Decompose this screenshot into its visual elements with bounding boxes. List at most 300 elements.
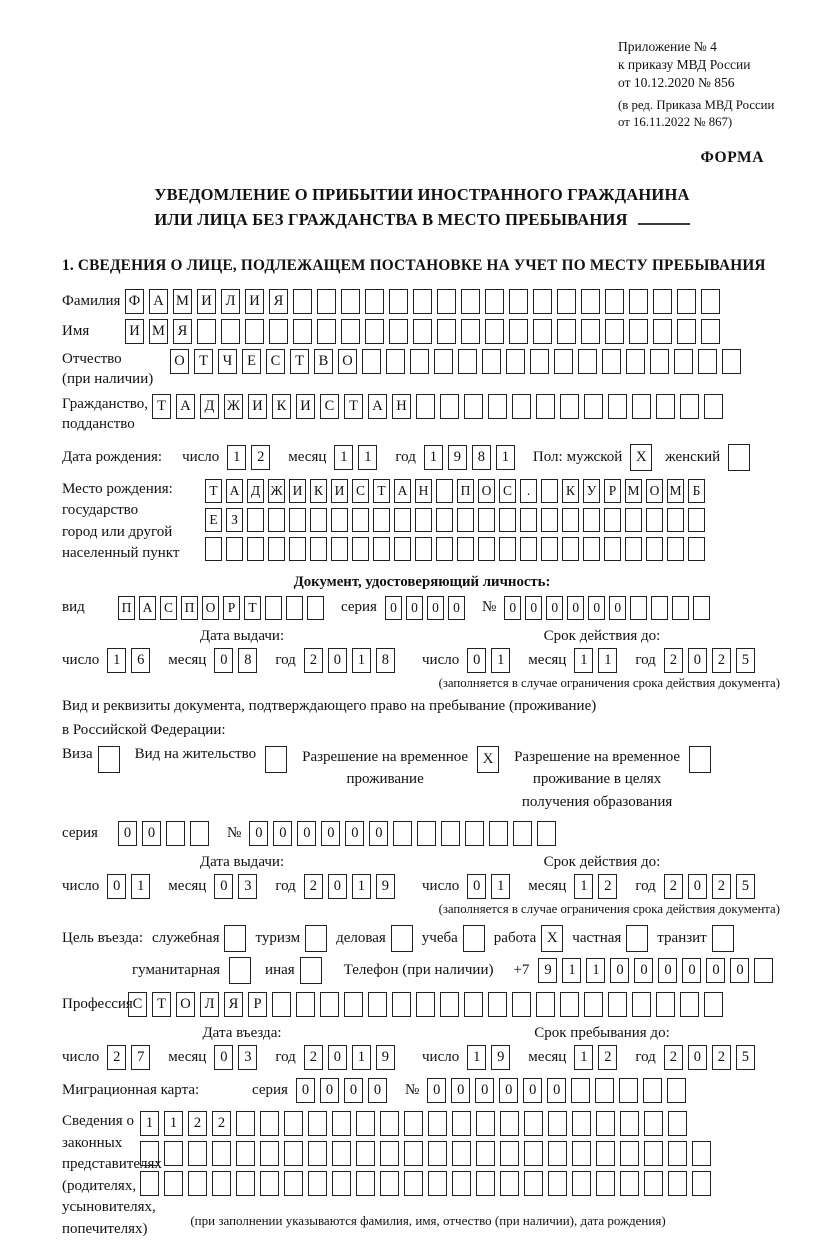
- birthplace-cells-stack: [205, 479, 709, 566]
- char-cell: 9: [538, 958, 557, 983]
- char-cell: 2: [598, 1045, 617, 1070]
- char-cell: [698, 349, 717, 374]
- char-cell: [476, 1141, 495, 1166]
- char-cell: 0: [249, 821, 268, 846]
- char-cell: [389, 319, 408, 344]
- char-cell: 0: [321, 821, 340, 846]
- char-cell: [500, 1171, 519, 1196]
- char-cell: Б: [688, 479, 705, 503]
- residence-dates-row: [62, 854, 782, 899]
- char-cell: М: [625, 479, 642, 503]
- char-cell: Р: [248, 992, 267, 1017]
- representatives-block: [62, 1111, 782, 1240]
- char-cell: [513, 821, 532, 846]
- representatives-cells-row-1: [140, 1111, 692, 1136]
- char-cell: [365, 319, 384, 344]
- purpose-label: Цель въезда:: [62, 930, 143, 947]
- residence-issue-year-cells: [304, 874, 400, 899]
- char-cell: [632, 394, 651, 419]
- char-cell: 0: [214, 874, 233, 899]
- char-cell: [164, 1171, 183, 1196]
- char-cell: [536, 394, 555, 419]
- stay-until-title: Срок пребывания до:: [534, 1025, 670, 1042]
- char-cell: 2: [664, 648, 683, 673]
- char-cell: Т: [244, 596, 261, 620]
- birth-month-label: месяц: [288, 448, 327, 465]
- char-cell: [537, 821, 556, 846]
- doc-number-label: №: [481, 599, 497, 616]
- birth-day-cells: [227, 445, 275, 470]
- char-cell: [284, 1111, 303, 1136]
- char-cell: [428, 1171, 447, 1196]
- char-cell: [668, 1171, 687, 1196]
- char-cell: Е: [242, 349, 261, 374]
- char-cell: [620, 1111, 639, 1136]
- residence-valid-day-cells: [467, 874, 515, 899]
- visa-option: [62, 746, 120, 773]
- char-cell: Ж: [268, 479, 285, 503]
- char-cell: [554, 349, 573, 374]
- char-cell: [512, 394, 531, 419]
- char-cell: [413, 319, 432, 344]
- char-cell: [500, 1111, 519, 1136]
- char-cell: [436, 479, 453, 503]
- purpose-transit-checkbox: [712, 925, 734, 952]
- patronymic-row: [62, 349, 782, 389]
- char-cell: 1: [491, 648, 510, 673]
- char-cell: [656, 992, 675, 1017]
- char-cell: В: [314, 349, 333, 374]
- representatives-label-line-5: усыновителях,: [62, 1199, 156, 1216]
- form-title: [62, 182, 782, 233]
- char-cell: А: [368, 394, 387, 419]
- representatives-label-line-2: законных: [62, 1134, 123, 1151]
- char-cell: 2: [712, 1045, 731, 1070]
- representatives-label-line-6: попечителях): [62, 1220, 148, 1237]
- char-cell: [392, 992, 411, 1017]
- char-cell: [533, 289, 552, 314]
- doc-issue-day-cells: [107, 648, 155, 673]
- purpose-work-checkbox: X: [541, 925, 563, 952]
- profession-cells: [128, 992, 728, 1017]
- char-cell: Л: [221, 289, 240, 314]
- entry-year-label: год: [275, 1049, 296, 1066]
- char-cell: Д: [247, 479, 264, 503]
- char-cell: [692, 1141, 711, 1166]
- char-cell: [260, 1111, 279, 1136]
- char-cell: 0: [448, 596, 465, 620]
- char-cell: С: [160, 596, 177, 620]
- char-cell: [754, 958, 773, 983]
- char-cell: [688, 537, 705, 561]
- residence-intro-2: в Российской Федерации:: [62, 721, 226, 738]
- phone-cells: [538, 958, 778, 983]
- char-cell: К: [272, 394, 291, 419]
- char-cell: [344, 992, 363, 1017]
- char-cell: О: [202, 596, 219, 620]
- char-cell: [584, 394, 603, 419]
- entry-day-label: число: [62, 1049, 100, 1066]
- char-cell: [629, 289, 648, 314]
- char-cell: [701, 289, 720, 314]
- header-line-3: от 10.12.2020 № 856: [618, 75, 735, 91]
- char-cell: П: [181, 596, 198, 620]
- doc-series-label: серия: [341, 599, 377, 616]
- char-cell: С: [266, 349, 285, 374]
- char-cell: 5: [736, 1045, 755, 1070]
- char-cell: Я: [224, 992, 243, 1017]
- representatives-right-column: [140, 1111, 716, 1229]
- residence-issue-group: [62, 854, 422, 899]
- char-cell: [482, 349, 501, 374]
- char-cell: 1: [358, 445, 377, 470]
- char-cell: [584, 992, 603, 1017]
- char-cell: [284, 1141, 303, 1166]
- purpose-row-2: [62, 957, 782, 984]
- char-cell: [520, 537, 537, 561]
- doc-validity-group: [422, 628, 782, 673]
- doc-validity-note: (заполняется в случае ограничения срока действия документа): [438, 675, 780, 690]
- char-cell: 0: [345, 821, 364, 846]
- char-cell: 1: [496, 445, 515, 470]
- char-cell: [308, 1171, 327, 1196]
- char-cell: [478, 508, 495, 532]
- doc-validity-title: Срок действия до:: [543, 627, 661, 644]
- char-cell: [268, 508, 285, 532]
- residence-valid-year-cells: [664, 874, 760, 899]
- char-cell: [644, 1111, 663, 1136]
- char-cell: [212, 1171, 231, 1196]
- sex-female-label: женский: [665, 448, 721, 465]
- char-cell: [541, 479, 558, 503]
- char-cell: [499, 508, 516, 532]
- char-cell: 0: [523, 1078, 542, 1103]
- char-cell: И: [245, 289, 264, 314]
- char-cell: [629, 319, 648, 344]
- char-cell: [436, 508, 453, 532]
- char-cell: [548, 1141, 567, 1166]
- residence-number-label: №: [227, 825, 242, 842]
- char-cell: Т: [194, 349, 213, 374]
- char-cell: [509, 289, 528, 314]
- char-cell: 0: [706, 958, 725, 983]
- char-cell: С: [128, 992, 147, 1017]
- char-cell: [356, 1171, 375, 1196]
- char-cell: [331, 508, 348, 532]
- entry-day-cells: [107, 1045, 155, 1070]
- char-cell: 0: [328, 874, 347, 899]
- char-cell: 0: [504, 596, 521, 620]
- char-cell: [332, 1171, 351, 1196]
- char-cell: [205, 537, 222, 561]
- char-cell: 0: [406, 596, 423, 620]
- char-cell: [221, 319, 240, 344]
- char-cell: А: [139, 596, 156, 620]
- purpose-row: [62, 925, 782, 952]
- entry-month-label: месяц: [168, 1049, 207, 1066]
- char-cell: 0: [320, 1078, 339, 1103]
- stay-month-cells: [574, 1045, 622, 1070]
- doc-number-cells: [504, 596, 714, 620]
- birth-day-label: число: [182, 448, 220, 465]
- char-cell: [356, 1141, 375, 1166]
- char-cell: [356, 1111, 375, 1136]
- char-cell: [620, 1171, 639, 1196]
- residence-serial-row: [62, 821, 782, 846]
- sex-male-label: мужской: [566, 448, 623, 465]
- char-cell: [608, 394, 627, 419]
- representatives-label-line-3: представителях: [62, 1156, 162, 1173]
- char-cell: [293, 319, 312, 344]
- char-cell: Т: [344, 394, 363, 419]
- char-cell: 0: [118, 821, 137, 846]
- char-cell: 3: [238, 874, 257, 899]
- char-cell: 7: [131, 1045, 150, 1070]
- char-cell: [190, 821, 209, 846]
- char-cell: [461, 319, 480, 344]
- char-cell: 0: [328, 1045, 347, 1070]
- char-cell: 1: [227, 445, 246, 470]
- char-cell: [680, 992, 699, 1017]
- char-cell: [428, 1111, 447, 1136]
- char-cell: 2: [304, 1045, 323, 1070]
- char-cell: 1: [352, 648, 371, 673]
- char-cell: 2: [664, 1045, 683, 1070]
- char-cell: 1: [131, 874, 150, 899]
- migration-series-cells: [296, 1078, 392, 1103]
- entry-dates-row: [62, 1025, 782, 1070]
- char-cell: О: [646, 479, 663, 503]
- phone-prefix: +7: [513, 962, 530, 979]
- char-cell: [437, 319, 456, 344]
- char-cell: И: [296, 394, 315, 419]
- char-cell: [625, 537, 642, 561]
- char-cell: [458, 349, 477, 374]
- char-cell: 2: [107, 1045, 126, 1070]
- residence-issue-title: Дата выдачи:: [199, 854, 285, 871]
- header-line-5: от 16.11.2022 № 867): [618, 115, 733, 130]
- char-cell: [310, 508, 327, 532]
- char-cell: [557, 319, 576, 344]
- char-cell: [341, 289, 360, 314]
- char-cell: 1: [334, 445, 353, 470]
- char-cell: [452, 1141, 471, 1166]
- char-cell: 0: [427, 596, 444, 620]
- char-cell: 0: [369, 821, 388, 846]
- name-cells: [125, 319, 725, 344]
- migration-number-label: №: [404, 1082, 420, 1099]
- char-cell: [688, 508, 705, 532]
- purpose-humanitarian-label: гуманитарная: [132, 962, 221, 979]
- char-cell: [536, 992, 555, 1017]
- char-cell: [625, 508, 642, 532]
- section-1-heading: 1. СВЕДЕНИЯ О ЛИЦЕ, ПОДЛЕЖАЩЕМ ПОСТАНОВКЕ НА УЧЕТ ПО МЕСТУ ПРЕБЫВАНИЯ: [62, 256, 766, 274]
- char-cell: 0: [547, 1078, 566, 1103]
- char-cell: [524, 1171, 543, 1196]
- residence-valid-month-cells: [574, 874, 622, 899]
- edu-permit-label-line-3: получения образования: [521, 793, 673, 810]
- char-cell: [512, 992, 531, 1017]
- form-title-line-1: УВЕДОМЛЕНИЕ О ПРИБЫТИИ ИНОСТРАННОГО ГРАЖДАНИНА: [154, 184, 690, 204]
- char-cell: [331, 537, 348, 561]
- char-cell: [394, 537, 411, 561]
- char-cell: [500, 1141, 519, 1166]
- char-cell: [572, 1111, 591, 1136]
- char-cell: [332, 1111, 351, 1136]
- stay-month-label: месяц: [528, 1049, 567, 1066]
- char-cell: [464, 992, 483, 1017]
- char-cell: [704, 992, 723, 1017]
- residence-issue-day-cells: [107, 874, 155, 899]
- char-cell: 2: [251, 445, 270, 470]
- char-cell: [140, 1171, 159, 1196]
- char-cell: [578, 349, 597, 374]
- char-cell: А: [149, 289, 168, 314]
- char-cell: [247, 508, 264, 532]
- char-cell: 1: [140, 1111, 159, 1136]
- char-cell: И: [289, 479, 306, 503]
- char-cell: [560, 394, 579, 419]
- residence-issue-day-label: число: [62, 878, 100, 895]
- char-cell: [404, 1141, 423, 1166]
- char-cell: [595, 1078, 614, 1103]
- identity-doc-heading: Документ, удостоверяющий личность:: [293, 573, 551, 590]
- char-cell: [268, 537, 285, 561]
- char-cell: 9: [448, 445, 467, 470]
- char-cell: [572, 1141, 591, 1166]
- char-cell: [188, 1171, 207, 1196]
- birthplace-label: [62, 479, 205, 565]
- representatives-cells-row-3: [140, 1171, 716, 1196]
- char-cell: [415, 537, 432, 561]
- char-cell: [596, 1141, 615, 1166]
- forma-label: ФОРМА: [700, 148, 764, 166]
- char-cell: [293, 289, 312, 314]
- header-reference: [618, 38, 818, 132]
- char-cell: [596, 1111, 615, 1136]
- char-cell: [440, 394, 459, 419]
- purpose-official-label: служебная: [151, 930, 220, 947]
- purpose-humanitarian-checkbox: [229, 957, 251, 984]
- char-cell: [506, 349, 525, 374]
- migration-card-label: Миграционная карта:: [62, 1082, 200, 1099]
- char-cell: [320, 992, 339, 1017]
- char-cell: 0: [567, 596, 584, 620]
- char-cell: Т: [152, 992, 171, 1017]
- char-cell: 8: [472, 445, 491, 470]
- char-cell: [389, 289, 408, 314]
- birthplace-cells-row-3: [205, 537, 709, 561]
- char-cell: 0: [730, 958, 749, 983]
- char-cell: [404, 1111, 423, 1136]
- stay-day-cells: [467, 1045, 515, 1070]
- doc-issue-year-cells: [304, 648, 400, 673]
- char-cell: [680, 394, 699, 419]
- char-cell: 2: [712, 874, 731, 899]
- residence-permit-checkbox: [265, 746, 287, 773]
- char-cell: [701, 319, 720, 344]
- residence-issue-month-cells: [214, 874, 262, 899]
- char-cell: 0: [467, 874, 486, 899]
- purpose-tourism-label: туризм: [255, 930, 301, 947]
- char-cell: [653, 319, 672, 344]
- char-cell: [164, 1141, 183, 1166]
- char-cell: [581, 289, 600, 314]
- char-cell: [548, 1111, 567, 1136]
- char-cell: Т: [373, 479, 390, 503]
- form-title-line-2-text: ИЛИ ЛИЦА БЕЗ ГРАЖДАНСТВА В МЕСТО ПРЕБЫВАНИЯ: [154, 210, 628, 230]
- char-cell: Т: [205, 479, 222, 503]
- char-cell: 0: [107, 874, 126, 899]
- char-cell: [197, 319, 216, 344]
- char-cell: [667, 508, 684, 532]
- char-cell: [245, 319, 264, 344]
- entry-date-title: Дата въезда:: [202, 1025, 282, 1042]
- char-cell: 1: [491, 874, 510, 899]
- char-cell: [441, 821, 460, 846]
- doc-valid-month-label: месяц: [528, 651, 567, 668]
- char-cell: [352, 537, 369, 561]
- purpose-business-checkbox: [391, 925, 413, 952]
- char-cell: [605, 319, 624, 344]
- doc-valid-year-label: год: [635, 651, 656, 668]
- char-cell: 0: [451, 1078, 470, 1103]
- char-cell: [265, 596, 282, 620]
- char-cell: 0: [142, 821, 161, 846]
- char-cell: [499, 537, 516, 561]
- char-cell: [583, 537, 600, 561]
- char-cell: [692, 1171, 711, 1196]
- patronymic-label-line-1: Отчество: [62, 350, 122, 367]
- doc-issue-day-label: число: [62, 651, 100, 668]
- char-cell: Р: [604, 479, 621, 503]
- char-cell: 2: [304, 648, 323, 673]
- citizenship-label: [62, 394, 152, 434]
- char-cell: [602, 349, 621, 374]
- char-cell: 0: [385, 596, 402, 620]
- char-cell: [464, 394, 483, 419]
- char-cell: [626, 349, 645, 374]
- representatives-cells-stack: [140, 1111, 716, 1201]
- char-cell: [289, 537, 306, 561]
- edu-permit-label-line-1: Разрешение на временное: [514, 748, 681, 765]
- char-cell: [452, 1111, 471, 1136]
- char-cell: С: [352, 479, 369, 503]
- representatives-label: [62, 1111, 162, 1240]
- title-blank-line: [638, 208, 690, 225]
- char-cell: 0: [368, 1078, 387, 1103]
- char-cell: [416, 992, 435, 1017]
- char-cell: [461, 289, 480, 314]
- char-cell: 1: [424, 445, 443, 470]
- char-cell: О: [338, 349, 357, 374]
- char-cell: 0: [214, 1045, 233, 1070]
- char-cell: 2: [304, 874, 323, 899]
- char-cell: [286, 596, 303, 620]
- birthplace-label-line-2: государство: [62, 502, 139, 519]
- edu-permit-label: [514, 746, 680, 814]
- char-cell: [644, 1141, 663, 1166]
- profession-row: [62, 992, 782, 1017]
- char-cell: [478, 537, 495, 561]
- char-cell: [562, 508, 579, 532]
- char-cell: [488, 394, 507, 419]
- citizenship-label-line-2: подданство: [62, 415, 135, 432]
- char-cell: 1: [598, 648, 617, 673]
- representatives-label-line-4: (родителях,: [62, 1177, 137, 1194]
- char-cell: [260, 1171, 279, 1196]
- char-cell: О: [170, 349, 189, 374]
